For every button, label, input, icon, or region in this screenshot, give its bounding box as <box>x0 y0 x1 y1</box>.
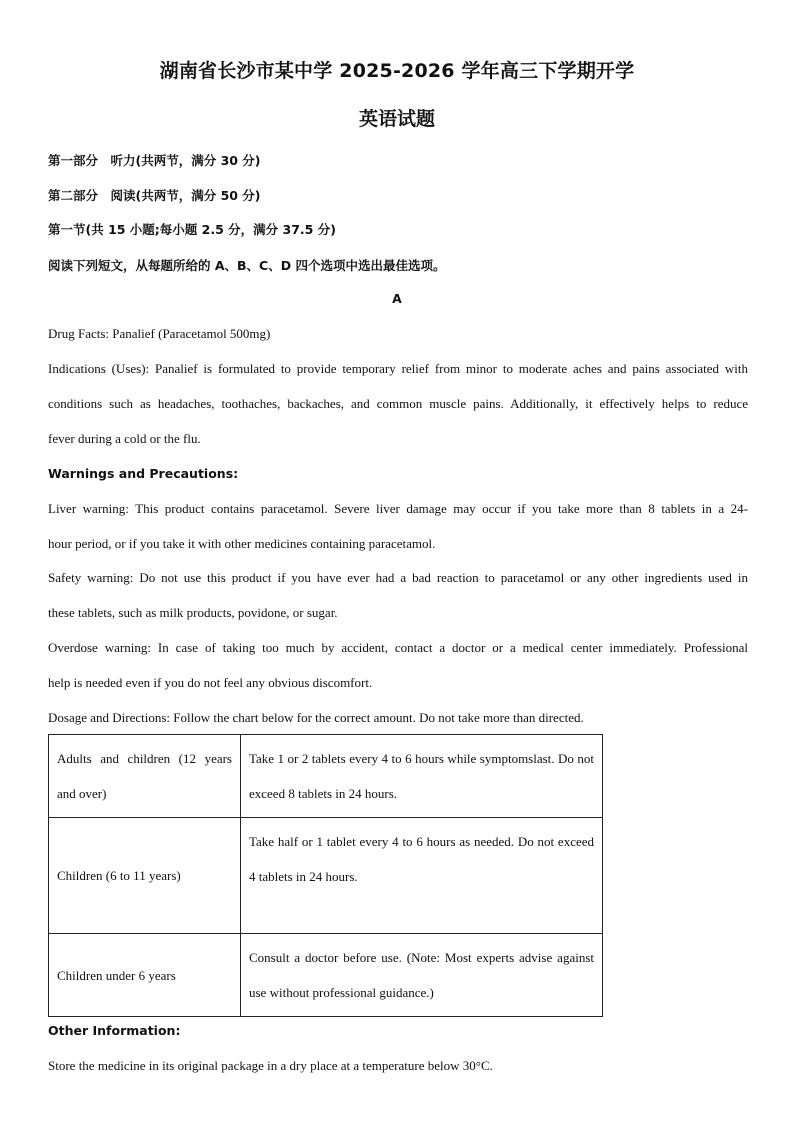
part1-heading: 第一部分 听力(共两节，满分 30 分) <box>48 153 261 168</box>
exam-subtitle: 英语试题 <box>358 108 435 130</box>
drug-facts-line: Drug Facts: Panalief (Paracetamol 500mg) <box>48 326 271 341</box>
passage-label: A <box>392 291 402 306</box>
liver-warning-line-1: Liver warning: This product contains paracetamol. Severe liver damage may occur if you take more than 8 tablets in a 24- <box>48 501 748 516</box>
safety-warning-line-1: Safety warning: Do not use this product if you have ever had a bad reaction to paracetamol or any other ingredients used in <box>48 570 748 585</box>
table-cell-age-group: Children (6 to 11 years) <box>49 818 241 934</box>
warnings-heading: Warnings and Precautions: <box>48 466 239 481</box>
other-info-heading: Other Information: <box>48 1023 181 1038</box>
safety-warning-line-2: these tablets, such as milk products, povidone, or sugar. <box>48 605 338 620</box>
liver-warning-line-2: hour period, or if you take it with other medicines containing paracetamol. <box>48 536 436 551</box>
dosage-table <box>48 734 603 1017</box>
table-cell-directions: Take half or 1 tablet every 4 to 6 hours as needed. Do not exceed 4 tablets in 24 hours. <box>241 818 603 934</box>
table-row <box>49 818 603 934</box>
table-cell-directions: Take 1 or 2 tablets every 4 to 6 hours while symptomslast. Do not exceed 8 tablets in 24 hours. <box>241 735 603 818</box>
indications-line-1: Indications (Uses): Panalief is formulated to provide temporary relief from minor to moderate aches and pains associated with <box>48 361 748 376</box>
part2-heading: 第二部分 阅读(共两节，满分 50 分) <box>48 188 261 203</box>
table-row <box>49 735 603 818</box>
reading-instruction: 阅读下列短文，从每题所给的 A、B、C、D 四个选项中选出最佳选项。 <box>48 258 446 273</box>
indications-line-3: fever during a cold or the flu. <box>48 431 201 446</box>
storage-line: Store the medicine in its original package in a dry place at a temperature below 30°C. <box>48 1058 493 1073</box>
dosage-intro: Dosage and Directions: Follow the chart below for the correct amount. Do not take more than directed. <box>48 710 584 725</box>
table-cell-directions: Consult a doctor before use. (Note: Most experts advise against use without professional guidance.) <box>241 934 603 1017</box>
table-cell-age-group: Adults and children (12 years and over) <box>49 735 241 818</box>
table-row <box>49 934 603 1017</box>
table-cell-age-group: Children under 6 years <box>49 934 241 1017</box>
indications-line-2: conditions such as headaches, toothaches, backaches, and common muscle pains. Additionally, it effectively helps to reduce <box>48 396 748 411</box>
overdose-warning-line-2: help is needed even if you do not feel any obvious discomfort. <box>48 675 373 690</box>
exam-title: 湖南省长沙市某中学 2025-2026 学年高三下学期开学 <box>159 60 635 82</box>
section1-heading: 第一节(共 15 小题;每小题 2.5 分，满分 37.5 分) <box>48 222 336 237</box>
overdose-warning-line-1: Overdose warning: In case of taking too much by accident, contact a doctor or a medical center immediately. Professional <box>48 640 748 655</box>
